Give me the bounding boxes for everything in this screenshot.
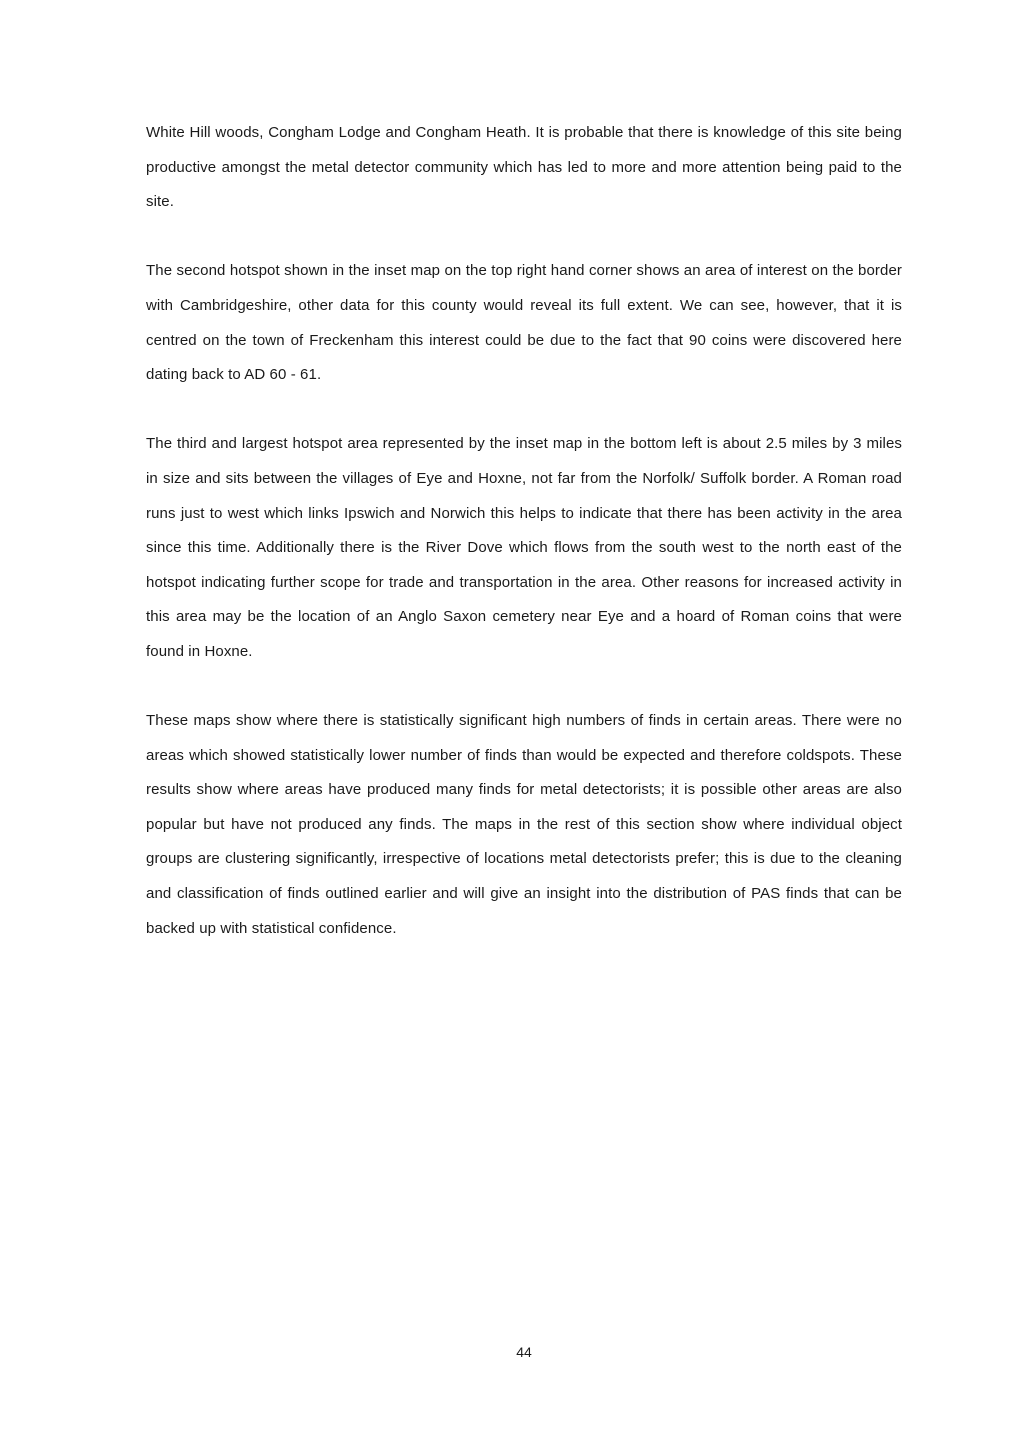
body-text: [146, 116, 902, 981]
page-number: 44: [516, 1344, 532, 1360]
paragraph: The third and largest hotspot area represented by the inset map in the bottom left is about 2.5 miles by 3 miles in size and sits between the villages of Eye and Hoxne, not far from the Norfolk/ Suffolk border. A Roman road runs just to west which links Ipswich and Norwich this helps to indicate that there has been activity in the area since this time. Additionally there is the River Dove which flows from the south west to the north east of the hotspot indicating further scope for trade and transportation in the area. Other reasons for increased activity in this area may be the location of an Anglo Saxon cemetery near Eye and a hoard of Roman coins that were found in Hoxne.: [146, 435, 902, 660]
paragraph: White Hill woods, Congham Lodge and Congham Heath. It is probable that there is knowledge of this site being productive amongst the metal detector community which has led to more and more attention being paid to the site.: [146, 124, 902, 211]
paragraph: These maps show where there is statistically significant high numbers of finds in certain areas. There were no areas which showed statistically lower number of finds than would be expected and therefore coldspots. These results show where areas have produced many finds for metal detectorists; it is possible other areas are also popular but have not produced any finds. The maps in the rest of this section show where individual object groups are clustering significantly, irrespective of locations metal detectorists prefer; this is due to the cleaning and classification of finds outlined earlier and will give an insight into the distribution of PAS finds that can be backed up with statistical confidence.: [146, 712, 902, 937]
paragraph: The second hotspot shown in the inset map on the top right hand corner shows an area of interest on the border with Cambridgeshire, other data for this county would reveal its full extent. We can see, however, that it is centred on the town of Freckenham this interest could be due to the fact that 90 coins were discovered here dating back to AD 60 - 61.: [146, 262, 902, 384]
